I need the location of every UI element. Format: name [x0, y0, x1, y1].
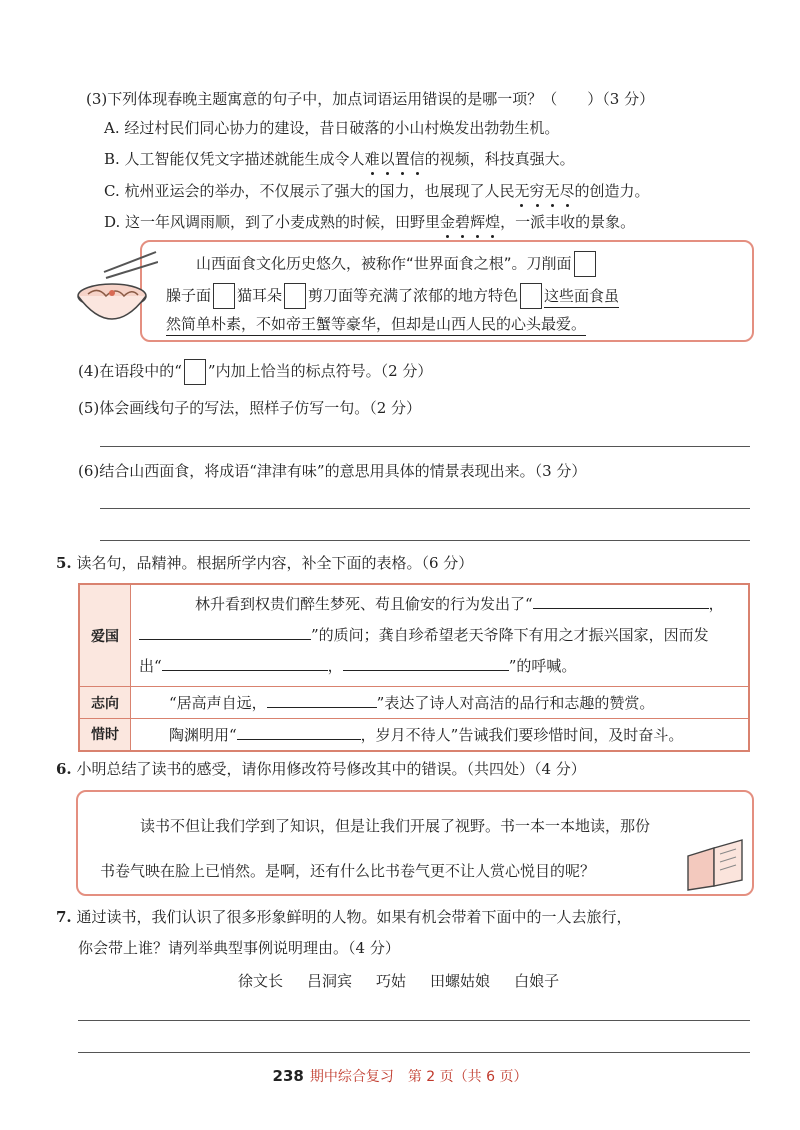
section-5-heading: 5. 读名句，品精神。根据所学内容，补全下面的表格。（6 分）: [56, 554, 474, 572]
name-lv-dongbin: 吕洞宾: [307, 972, 353, 990]
blank-1[interactable]: [533, 594, 709, 609]
blank-5[interactable]: [267, 693, 377, 708]
answer-line-q6-1[interactable]: [100, 508, 750, 509]
blank-2[interactable]: [139, 625, 311, 640]
table-cat-time: 惜时: [79, 719, 131, 751]
page-footer: 238 期中综合复习 第 2 页（共 6 页）: [272, 1067, 528, 1085]
page-number: 238: [272, 1067, 304, 1085]
table-row-time: 惜时 陶渊明用“ ，岁月不待人”告诫我们要珍惜时间，及时奋斗。: [79, 719, 749, 751]
q3-stem: (3)下列体现春晚主题寓意的句子中，加点词语运用错误的是哪一项？（ ）（3 分）: [86, 90, 655, 108]
section-6-heading: 6. 小明总结了读书的感受，请你用修改符号修改其中的错误。（共四处）（4 分）: [56, 760, 586, 778]
answer-line-q5[interactable]: [100, 446, 750, 447]
q3-option-d[interactable]: D. 这一年风调雨顺，到了小麦成熟的时候，田野里金碧辉煌，一派丰收的景象。: [104, 213, 636, 231]
q3-option-a[interactable]: A. 经过村民们同心协力的建设，昔日破落的小山村焕发出勃勃生机。: [104, 119, 560, 137]
name-qiao-gu: 巧姑: [376, 972, 407, 990]
passage-line-2: 臊子面 猫耳朵 剪刀面等充满了浓郁的地方特色 这些面食虽: [166, 283, 619, 309]
punct-box-icon: [184, 359, 206, 385]
reading-line-2: 书卷气映在脸上已悄然。是啊，还有什么比书卷气更不让人赏心悦目的呢？: [100, 862, 596, 880]
q3-option-b[interactable]: B. 人工智能仅凭文字描述就能生成令人难以置信的视频，科技真强大。: [104, 150, 575, 168]
character-names: [226, 970, 571, 991]
punct-blank-3[interactable]: [284, 283, 306, 309]
blank-6[interactable]: [237, 725, 361, 740]
q4: (4)在语段中的“ ”内加上恰当的标点符号。（2 分）: [78, 359, 432, 385]
punct-blank-2[interactable]: [213, 283, 235, 309]
q5: (5)体会画线句子的写法，照样子仿写一句。（2 分）: [78, 399, 422, 417]
noodle-bowl-icon: [72, 246, 158, 332]
quote-table: [78, 583, 750, 752]
punct-blank-4[interactable]: [520, 283, 542, 309]
reading-line-1: 读书不但让我们学到了知识，但是让我们开展了视野。书一本一本地读，那份: [140, 817, 651, 835]
name-bai-niangzi: 白娘子: [514, 972, 560, 990]
section-7-line-2: 你会带上谁？请列举典型事例说明理由。（4 分）: [78, 939, 400, 957]
blank-3[interactable]: [162, 656, 328, 671]
name-tianluo-guniang: 田螺姑娘: [430, 972, 491, 990]
passage-line-3: 然简单朴素，不如帝王蟹等豪华，但却是山西人民的心头最爱。: [166, 313, 586, 334]
answer-line-s7-1[interactable]: [78, 1020, 750, 1021]
q6: (6)结合山西面食，将成语“津津有味”的意思用具体的情景表现出来。（3 分）: [78, 462, 587, 480]
section-7-line-1: 7. 通过读书，我们认识了很多形象鲜明的人物。如果有机会带着下面中的一人去旅行，: [56, 908, 632, 926]
passage-line-1: 山西面食文化历史悠久，被称作“世界面食之根”。刀削面: [196, 251, 598, 277]
table-row-patriotism: 爱国 林升看到权贵们醉生梦死、苟且偷安的行为发出了“ ， ”的质问；龚自珍希望老天爷降下有用之才振兴国家，因而发 出“ ， ”的呼喊。: [79, 584, 749, 687]
table-row-ambition: 志向 “居高声自远， ”表达了诗人对高洁的品行和志趣的赞赏。: [79, 687, 749, 719]
punct-blank-1[interactable]: [574, 251, 596, 277]
answer-line-q6-2[interactable]: [100, 540, 750, 541]
q3-option-c[interactable]: C. 杭州亚运会的举办，不仅展示了强大的国力，也展现了人民无穷无尽的创造力。: [104, 182, 650, 200]
table-cat-ambition: 志向: [79, 687, 131, 719]
open-book-icon: [684, 836, 748, 892]
answer-line-s7-2[interactable]: [78, 1052, 750, 1053]
name-xu-wenchang: 徐文长: [238, 972, 284, 990]
blank-4[interactable]: [343, 656, 509, 671]
table-cat-patriotism: 爱国: [79, 584, 131, 687]
